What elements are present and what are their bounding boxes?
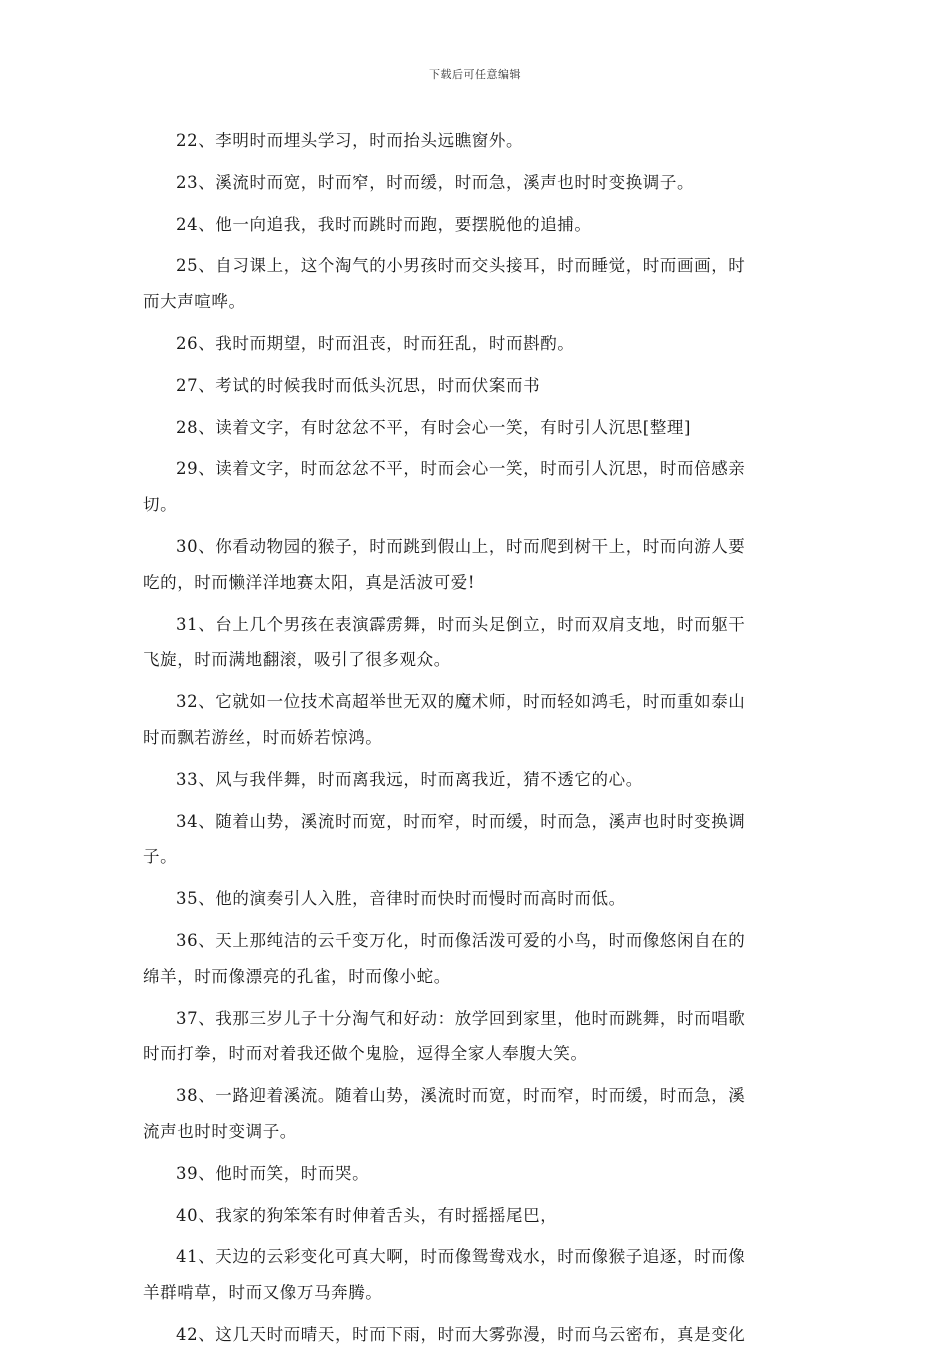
- paragraph: [143, 804, 807, 876]
- paragraph: [143, 326, 807, 362]
- paragraph-line: 27、考试的时候我时而低头沉思，时而伏案而书: [176, 375, 541, 395]
- paragraph-line: 40、我家的狗笨笨有时伸着舌头，有时摇摇尾巴，: [176, 1205, 558, 1225]
- paragraph-line: 25、自习课上，这个淘气的小男孩时而交头接耳，时而睡觉，时而画画，时: [176, 256, 746, 276]
- paragraph: [143, 1239, 807, 1311]
- paragraph: [143, 607, 807, 679]
- paragraph-line: 时而打拳，时而对着我还做个鬼脸，逗得全家人奉腹大笑。: [143, 1044, 588, 1064]
- paragraph-line: 吃的，时而懒洋洋地赛太阳，真是活波可爱!: [143, 572, 476, 592]
- paragraph: [143, 410, 807, 446]
- paragraph-line: 流声也时时变调子。: [143, 1121, 297, 1141]
- paragraph-line: 23、溪流时而宽，时而窄，时而缓，时而急，溪声也时时变换调子。: [176, 172, 695, 192]
- paragraph: [143, 881, 807, 917]
- paragraph: [143, 923, 807, 995]
- paragraph-line: 羊群啃草，时而又像万马奔腾。: [143, 1283, 383, 1303]
- paragraph: [143, 123, 807, 159]
- paragraph-line: 37、我那三岁儿子十分淘气和好动：放学回到家里，他时而跳舞，时而唱歌: [176, 1008, 746, 1028]
- paragraph-line: 切。: [143, 495, 178, 515]
- paragraph-line: 24、他一向追我，我时而跳时而跑，要摆脱他的追捕。: [176, 214, 592, 234]
- paragraph-line: 34、随着山势，溪流时而宽，时而窄，时而缓，时而急，溪声也时时变换调: [176, 811, 746, 831]
- paragraph-line: 28、读着文字，有时忿忿不平，有时会心一笑，有时引人沉思[整理]: [176, 417, 692, 437]
- paragraph-line: 绵羊，时而像漂亮的孔雀，时而像小蛇。: [143, 966, 451, 986]
- paragraph-line: 子。: [143, 847, 178, 867]
- paragraph-line: 32、它就如一位技术高超举世无双的魔术师，时而轻如鸿毛，时而重如泰山: [176, 692, 746, 712]
- paragraph-line: 而大声喧哗。: [143, 292, 246, 312]
- page-header: 下载后可任意编辑: [429, 68, 521, 81]
- paragraph: [143, 684, 807, 756]
- paragraph: [143, 1001, 807, 1073]
- paragraph-line: 36、天上那纯洁的云千变万化，时而像活泼可爱的小鸟，时而像悠闲自在的: [176, 930, 746, 950]
- paragraph-line: 26、我时而期望，时而沮丧，时而狂乱，时而斟酌。: [176, 333, 575, 353]
- paragraph: [143, 451, 807, 523]
- paragraph: [143, 529, 807, 601]
- paragraph-line: 39、他时而笑，时而哭。: [176, 1163, 370, 1183]
- paragraph-line: 42、这几天时而晴天，时而下雨，时而大雾弥漫，时而乌云密布，真是变化: [176, 1324, 746, 1344]
- paragraph: [143, 248, 807, 320]
- paragraph-line: 30、你看动物园的猴子，时而跳到假山上，时而爬到树干上，时而向游人要: [176, 536, 746, 556]
- paragraph: [143, 207, 807, 243]
- paragraph-line: 33、风与我伴舞，时而离我远，时而离我近，猜不透它的心。: [176, 769, 643, 789]
- paragraph: [143, 165, 807, 201]
- paragraph: [143, 1317, 807, 1353]
- paragraph-line: 22、李明时而埋头学习，时而抬头远瞧窗外。: [176, 131, 524, 150]
- paragraph: [143, 1078, 807, 1150]
- paragraph: [143, 1198, 807, 1234]
- paragraph-line: 飞旋，时而满地翻滚，吸引了很多观众。: [143, 650, 451, 670]
- paragraph: [143, 1156, 807, 1192]
- document-body: [143, 123, 807, 1359]
- paragraph-line: 时而飘若游丝，时而娇若惊鸿。: [143, 727, 383, 747]
- paragraph-line: 29、读着文字，时而忿忿不平，时而会心一笑，时而引人沉思，时而倍感亲: [176, 459, 746, 479]
- paragraph-line: 41、天边的云彩变化可真大啊，时而像鸳鸯戏水，时而像猴子追逐，时而像: [176, 1247, 746, 1267]
- paragraph-line: 35、他的演奏引人入胜，音律时而快时而慢时而高时而低。: [176, 889, 626, 909]
- paragraph-line: 31、台上几个男孩在表演霹雳舞，时而头足倒立，时而双肩支地，时而躯干: [176, 614, 746, 634]
- paragraph-line: 38、一路迎着溪流。随着山势，溪流时而宽，时而窄，时而缓，时而急，溪: [176, 1086, 746, 1106]
- paragraph: [143, 368, 807, 404]
- paragraph: [143, 762, 807, 798]
